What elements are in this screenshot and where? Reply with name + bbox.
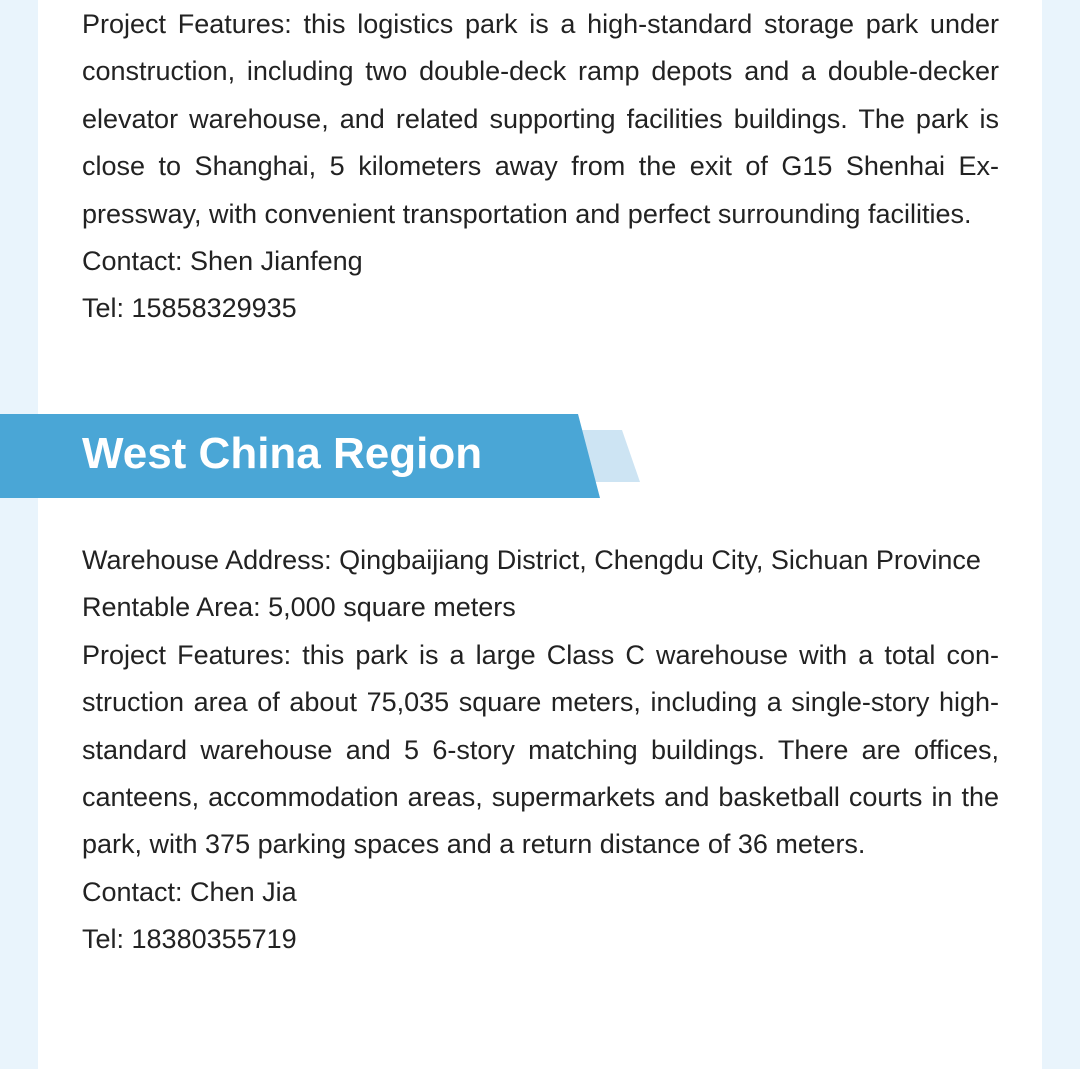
east-region-project-details bbox=[82, 1, 999, 333]
project-features-text: Project Features: this logistics park is a high-standard storage park under construction, including two double-deck ramp depots and a double-decker elevator warehouse, and related supporting facilities buildings. The park is close to Shanghai, 5 kilometers away from the exit of G15 Shenhai Expressway, with convenient transportation and perfect surrounding facilities. bbox=[82, 9, 999, 229]
tel-text: Tel: 15858329935 bbox=[82, 293, 297, 324]
contact-text: Contact: Shen Jianfeng bbox=[82, 246, 363, 277]
tel-text: Tel: 18380355719 bbox=[82, 924, 297, 955]
contact-text: Contact: Chen Jia bbox=[82, 876, 297, 907]
section-heading-west-china: West China Region bbox=[82, 429, 483, 478]
rentable-area-text: Rentable Area: 5,000 square meters bbox=[82, 592, 516, 623]
project-features-text: Project Features: this park is a large Class C warehouse with a total construction area of about 75,035 square meters, including a single-story high-standard warehouse and 5 6-story matching buildings. There are offices, canteens, accommodation areas, supermarkets and basketball courts in the park, with 375 parking spaces and a return distance of 36 meters. bbox=[82, 639, 999, 860]
west-region-project-details bbox=[82, 537, 999, 964]
warehouse-address-text: Warehouse Address: Qingbaijiang District, Chengdu City, Sichuan Province bbox=[82, 545, 981, 575]
